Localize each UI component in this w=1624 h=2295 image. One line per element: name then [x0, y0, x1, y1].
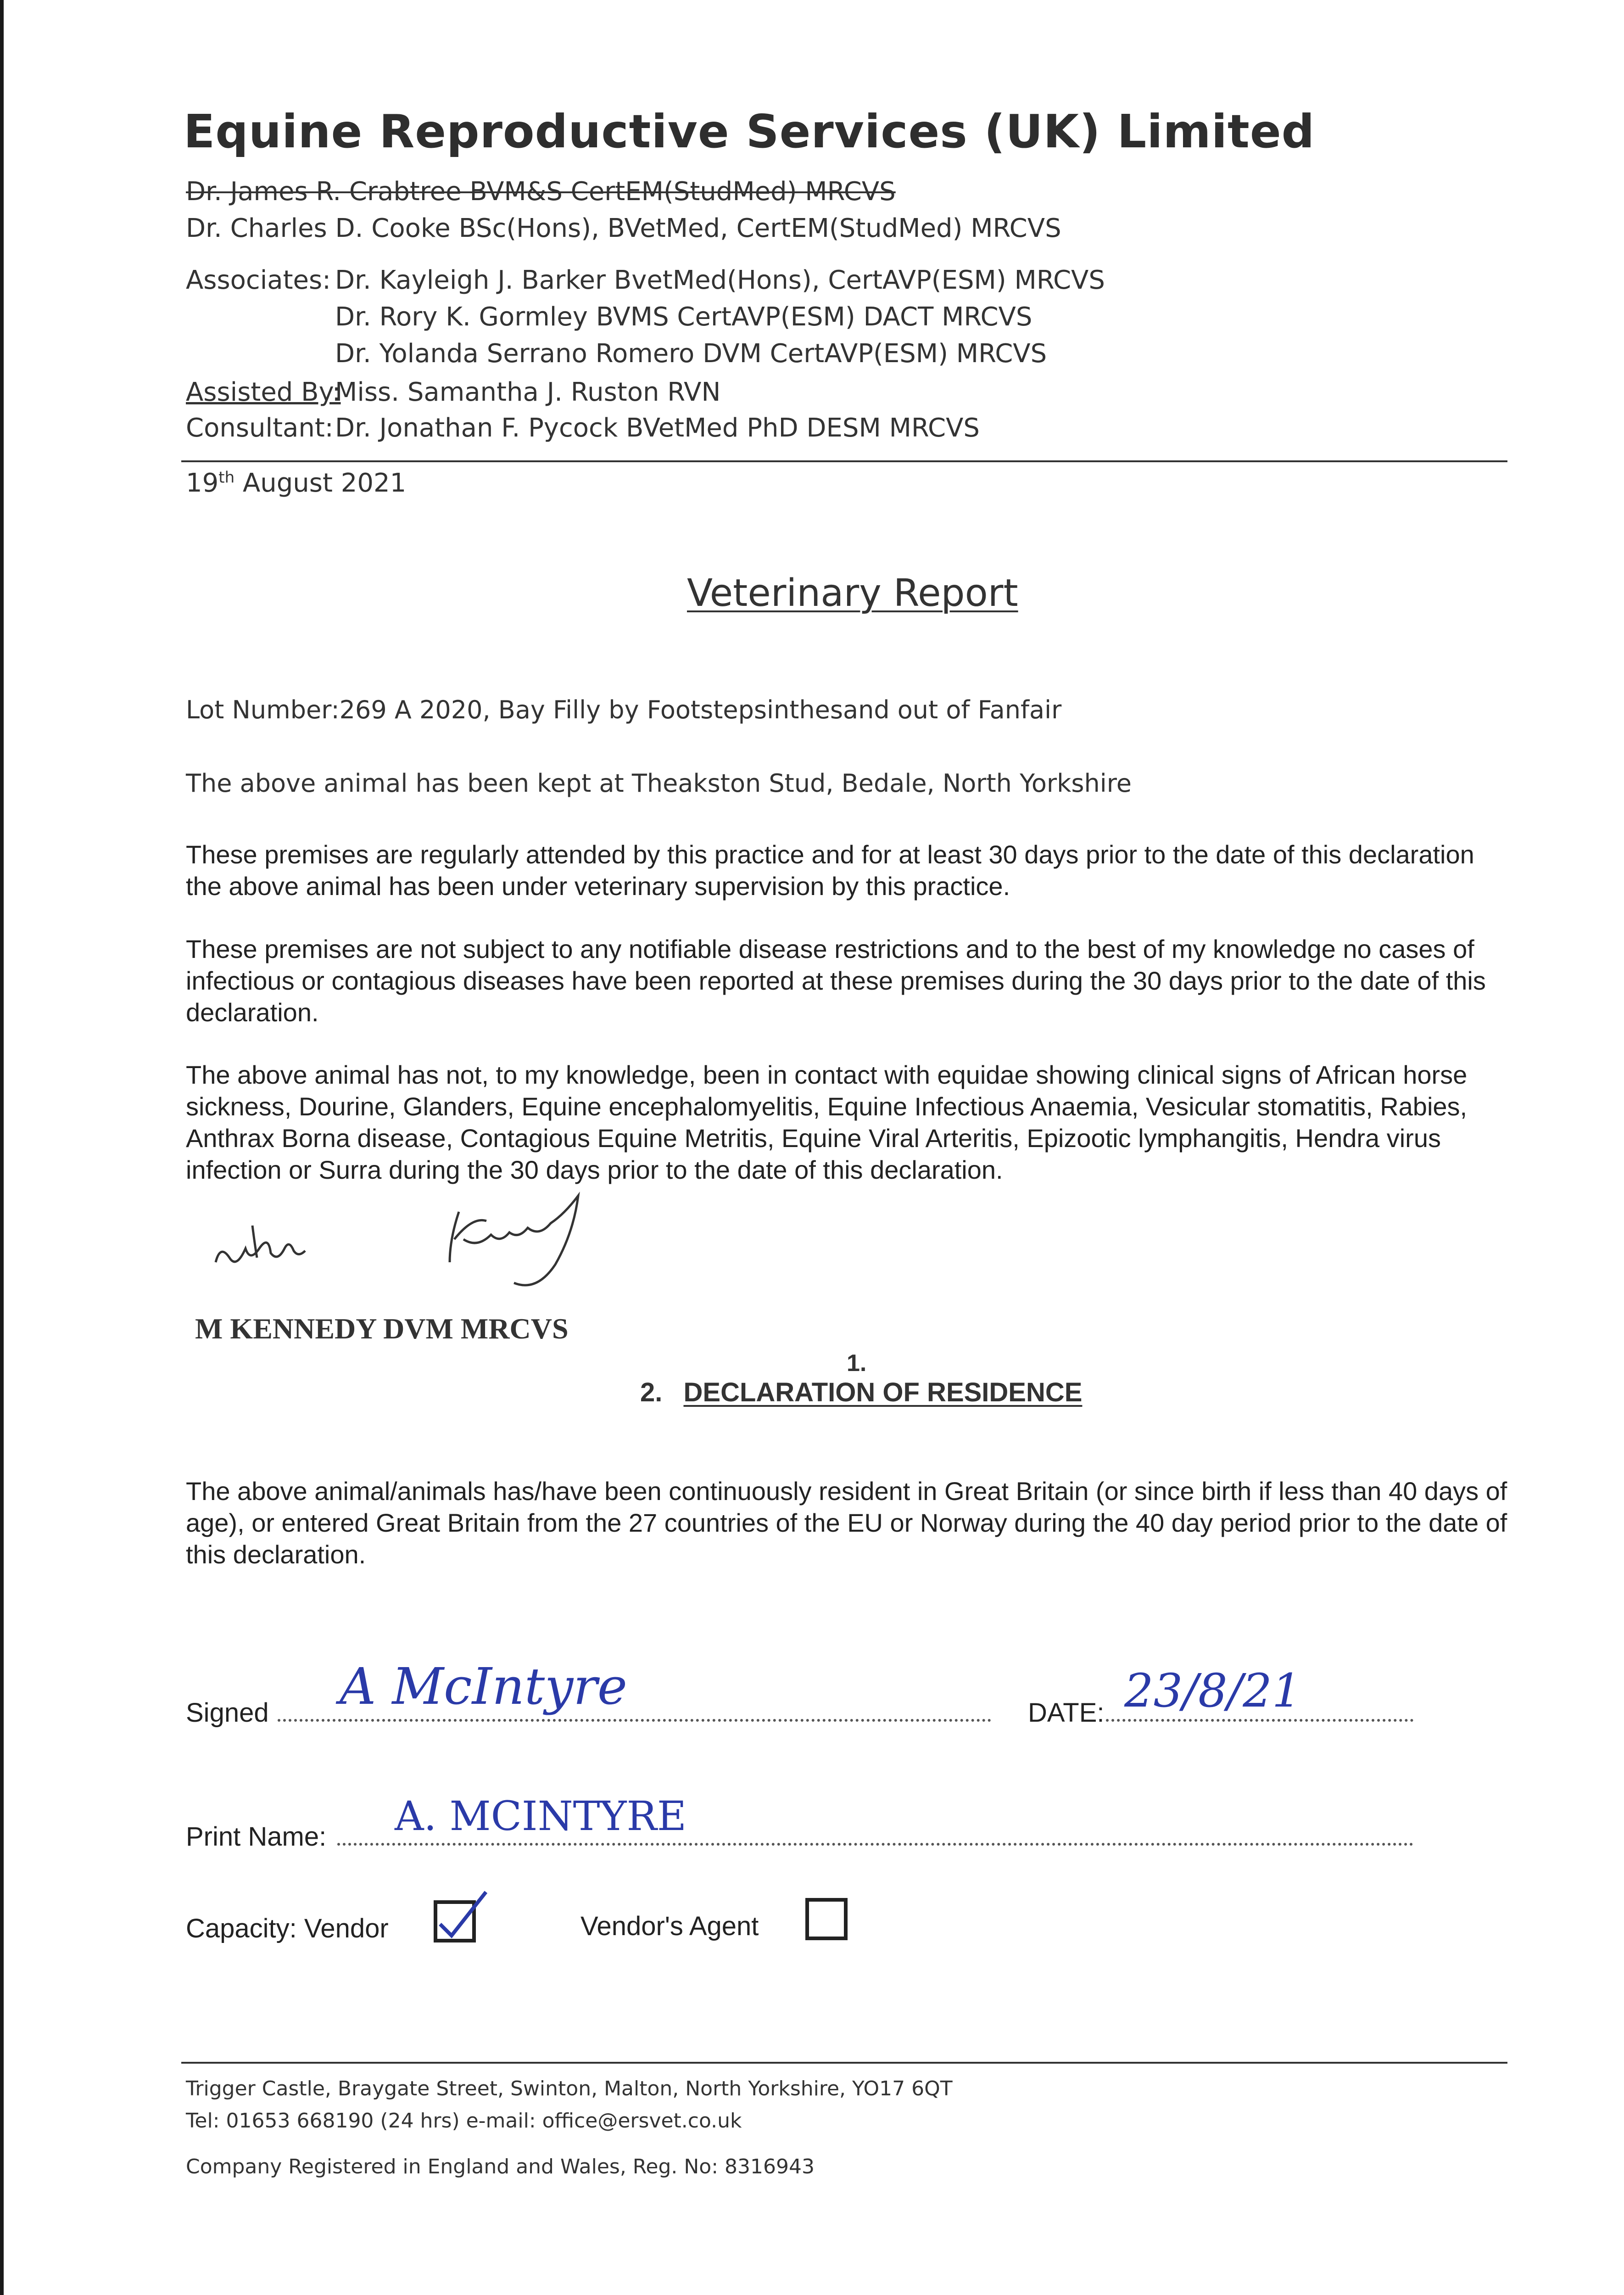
- consultant-pycock: Dr. Jonathan F. Pycock BVetMed PhD DESM MRCVS: [335, 413, 980, 443]
- check-mark-icon: [435, 1887, 486, 1938]
- letter-date: [186, 468, 406, 498]
- report-title: Veterinary Report: [687, 571, 1018, 615]
- consultant-row: [186, 413, 980, 443]
- declaration-title: [640, 1377, 1082, 1408]
- associates-label: Associates:: [186, 265, 331, 295]
- assistant-ruston: Miss. Samantha J. Ruston RVN: [335, 377, 721, 407]
- date-suffix: th: [218, 468, 235, 487]
- declaration-text: The above animal/animals has/have been continuously resident in Great Britain (or since birth if less than 40 days of age), or entered Great Britain from the 27 countries of the EU or Norway during the 40 day period prior to the date of this declaration.: [186, 1477, 1507, 1569]
- header-divider: [181, 460, 1507, 462]
- capacity-vendor-label: Capacity: Vendor: [186, 1914, 389, 1943]
- footer-address: Trigger Castle, Braygate Street, Swinton, Malton, North Yorkshire, YO17 6QT: [186, 2077, 953, 2100]
- associate-gormley: Dr. Rory K. Gormley BVMS CertAVP(ESM) DACT MRCVS: [335, 302, 1032, 332]
- date-day: 19: [186, 468, 219, 498]
- decl-number-2: 2.: [640, 1377, 663, 1407]
- print-name-value[interactable]: A. MCINTYRE: [395, 1792, 686, 1840]
- signed-line: [278, 1719, 991, 1722]
- scan-edge: [0, 0, 4, 2295]
- decl-number-1: 1.: [847, 1350, 867, 1377]
- footer-contact: Tel: 01653 668190 (24 hrs) e-mail: office@ersvet.co.uk: [186, 2109, 742, 2133]
- assisted-row: [186, 377, 720, 407]
- print-name-line: [337, 1843, 1413, 1846]
- para-supervision: These premises are regularly attended by this practice and for at least 30 days prior to the date of this declaration the above animal has been under veterinary supervision by this practice.: [186, 840, 1474, 901]
- date-line: [1106, 1719, 1413, 1722]
- footer-registration: Company Registered in England and Wales, Reg. No: 8316943: [186, 2155, 815, 2178]
- date-value[interactable]: 23/8/21: [1124, 1664, 1301, 1718]
- kept-at: The above animal has been kept at Theakston Stud, Bedale, North Yorkshire: [186, 769, 1132, 798]
- lot-number: Lot Number:269 A 2020, Bay Filly by Footstepsinthesand out of Fanfair: [186, 695, 1062, 724]
- print-name-label: Print Name:: [186, 1822, 327, 1852]
- associate-serrano: Dr. Yolanda Serrano Romero DVM CertAVP(ESM) MRCVS: [335, 339, 1047, 369]
- company-name: Equine Reproductive Services (UK) Limited: [184, 105, 1315, 158]
- consultant-label: Consultant:: [186, 413, 334, 443]
- date-label: DATE:: [1028, 1698, 1105, 1728]
- para-contact: The above animal has not, to my knowledge, been in contact with equidae showing clinical signs of African horse sickness, Dourine, Glanders, Equine encephalomyelitis, Equine Infectious Anaemia, Vesicular stomatitis, Rabies, Anthrax Borna disease, Contagious Equine Metritis, Equine Viral Arteritis, Epizootic lymphangitis, Hendra virus infection or Surra during the 30 days prior to the date of this declaration.: [186, 1060, 1468, 1184]
- associates-row-1: [186, 265, 1105, 295]
- signed-label: Signed: [186, 1698, 269, 1728]
- para-restrictions: These premises are not subject to any notifiable disease restrictions and to the best of my knowledge no cases of infectious or contagious diseases have been reported at these premises during the 30 days prior to the date of this declaration.: [186, 935, 1486, 1027]
- partner-cooke: Dr. Charles D. Cooke BSc(Hons), BVetMed, CertEM(StudMed) MRCVS: [186, 213, 1061, 243]
- declaration-heading: DECLARATION OF RESIDENCE: [683, 1377, 1083, 1407]
- assisted-label: Assisted By:: [186, 377, 341, 407]
- vet-signer-name: M KENNEDY DVM MRCVS: [195, 1312, 569, 1345]
- date-rest: August 2021: [234, 468, 407, 498]
- vendor-checkbox[interactable]: [434, 1900, 476, 1942]
- partner-crabtree: Dr. James R. Crabtree BVM&S CertEM(StudMed) MRCVS: [186, 177, 896, 207]
- associate-barker: Dr. Kayleigh J. Barker BvetMed(Hons), CertAVP(ESM) MRCVS: [335, 265, 1105, 295]
- footer-divider: [181, 2062, 1507, 2064]
- vendors-agent-label: Vendor's Agent: [580, 1911, 759, 1941]
- vet-signature: [206, 1184, 711, 1304]
- agent-checkbox[interactable]: [805, 1898, 848, 1940]
- signed-value[interactable]: A McIntyre: [340, 1657, 627, 1716]
